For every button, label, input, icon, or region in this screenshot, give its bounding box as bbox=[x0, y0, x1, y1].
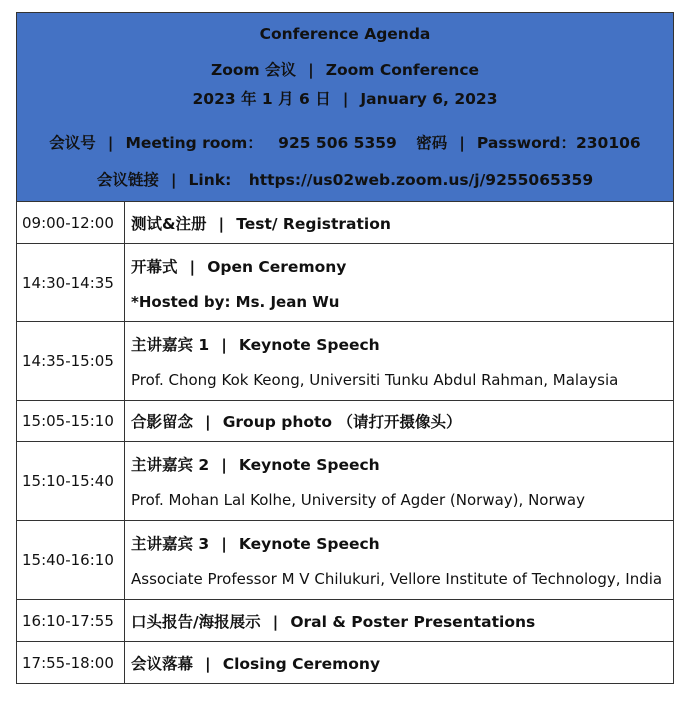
agenda-row bbox=[17, 521, 673, 600]
row-event bbox=[125, 401, 673, 441]
divider: | bbox=[189, 257, 196, 276]
row-event bbox=[125, 244, 673, 321]
password-value: 230106 bbox=[575, 134, 641, 152]
row-time: 09:00-12:00 bbox=[17, 202, 125, 243]
link-line bbox=[97, 171, 593, 189]
divider: | bbox=[170, 171, 177, 189]
row-time: 15:05-15:10 bbox=[17, 401, 125, 441]
title-en: Keynote Speech bbox=[238, 535, 380, 553]
divider: | bbox=[221, 336, 227, 354]
meeting-id: 925 506 5359 bbox=[278, 134, 397, 152]
row-title bbox=[131, 255, 673, 277]
meeting-label-en: Meeting room： bbox=[125, 134, 263, 152]
title-en: Open Ceremony bbox=[207, 257, 347, 276]
agenda-row bbox=[17, 642, 673, 683]
date-cn: 2023 年 1 月 6 日 bbox=[192, 90, 331, 108]
row-time: 14:30-14:35 bbox=[17, 244, 125, 321]
row-time: 16:10-17:55 bbox=[17, 600, 125, 641]
title-cn: 合影留念 bbox=[131, 413, 194, 431]
title-en: Group photo （请打开摄像头） bbox=[222, 413, 462, 431]
platform-line bbox=[211, 61, 479, 79]
password-label-cn: 密码 bbox=[416, 134, 448, 152]
divider: | bbox=[221, 535, 227, 553]
row-event bbox=[125, 202, 673, 243]
password-label-en: Password： bbox=[476, 134, 576, 152]
divider: | bbox=[272, 612, 279, 631]
title-cn: 测试&注册 bbox=[131, 214, 207, 233]
divider: | bbox=[459, 134, 465, 152]
agenda-row bbox=[17, 244, 673, 322]
divider: | bbox=[107, 134, 114, 152]
title-cn: 开幕式 bbox=[131, 257, 178, 276]
divider: | bbox=[308, 61, 314, 79]
meeting-line bbox=[49, 134, 640, 152]
title-en: Oral & Poster Presentations bbox=[290, 612, 536, 631]
row-time: 15:40-16:10 bbox=[17, 521, 125, 599]
row-time: 17:55-18:00 bbox=[17, 642, 125, 683]
row-title bbox=[131, 333, 673, 355]
meeting-label-cn: 会议号 bbox=[49, 134, 96, 152]
agenda-row bbox=[17, 202, 673, 244]
divider: | bbox=[342, 90, 349, 108]
title-en: Keynote Speech bbox=[238, 456, 380, 474]
agenda-row bbox=[17, 322, 673, 401]
row-title bbox=[131, 212, 673, 234]
row-time: 14:35-15:05 bbox=[17, 322, 125, 400]
title-cn: 主讲嘉宾 2 bbox=[131, 456, 210, 474]
divider: | bbox=[221, 456, 227, 474]
row-event bbox=[125, 600, 673, 641]
link-label-cn: 会议链接 bbox=[96, 171, 159, 189]
divider: | bbox=[205, 413, 211, 431]
agenda-table bbox=[16, 12, 674, 684]
divider: | bbox=[218, 214, 225, 233]
row-time: 15:10-15:40 bbox=[17, 442, 125, 520]
row-title bbox=[131, 610, 673, 632]
agenda-header bbox=[17, 13, 673, 202]
platform-cn: Zoom 会议 bbox=[210, 61, 297, 79]
row-event bbox=[125, 322, 673, 400]
link-label-en: Link: bbox=[188, 171, 232, 189]
title-cn: 主讲嘉宾 1 bbox=[131, 336, 210, 354]
agenda-title: Conference Agenda bbox=[259, 25, 431, 43]
platform-en: Zoom Conference bbox=[325, 61, 480, 79]
row-subtitle: Associate Professor M V Chilukuri, Vellore Institute of Technology, India bbox=[131, 570, 663, 588]
row-event bbox=[125, 442, 673, 520]
date-en: January 6, 2023 bbox=[360, 90, 498, 108]
title-en: Test/ Registration bbox=[236, 214, 391, 233]
row-title bbox=[131, 453, 673, 475]
agenda-row bbox=[17, 442, 673, 521]
agenda-rows bbox=[17, 202, 673, 683]
title-cn: 主讲嘉宾 3 bbox=[131, 535, 210, 553]
row-title bbox=[131, 532, 673, 554]
row-event bbox=[125, 642, 673, 683]
agenda-row bbox=[17, 600, 673, 642]
row-subtitle: Prof. Chong Kok Keong, Universiti Tunku Abdul Rahman, Malaysia bbox=[131, 371, 619, 389]
row-subtitle: *Hosted by: Ms. Jean Wu bbox=[131, 292, 340, 311]
row-title bbox=[131, 652, 673, 674]
meeting-link[interactable]: https://us02web.zoom.us/j/9255065359 bbox=[248, 171, 594, 189]
row-title bbox=[131, 410, 673, 432]
agenda-row bbox=[17, 401, 673, 442]
title-en: Keynote Speech bbox=[238, 336, 380, 354]
row-subtitle: Prof. Mohan Lal Kolhe, University of Agder (Norway), Norway bbox=[131, 491, 585, 509]
row-event bbox=[125, 521, 673, 599]
date-line bbox=[193, 90, 498, 108]
title-cn: 会议落幕 bbox=[131, 654, 194, 673]
title-en: Closing Ceremony bbox=[222, 654, 381, 673]
divider: | bbox=[205, 654, 211, 673]
title-cn: 口头报告/海报展示 bbox=[131, 612, 261, 631]
